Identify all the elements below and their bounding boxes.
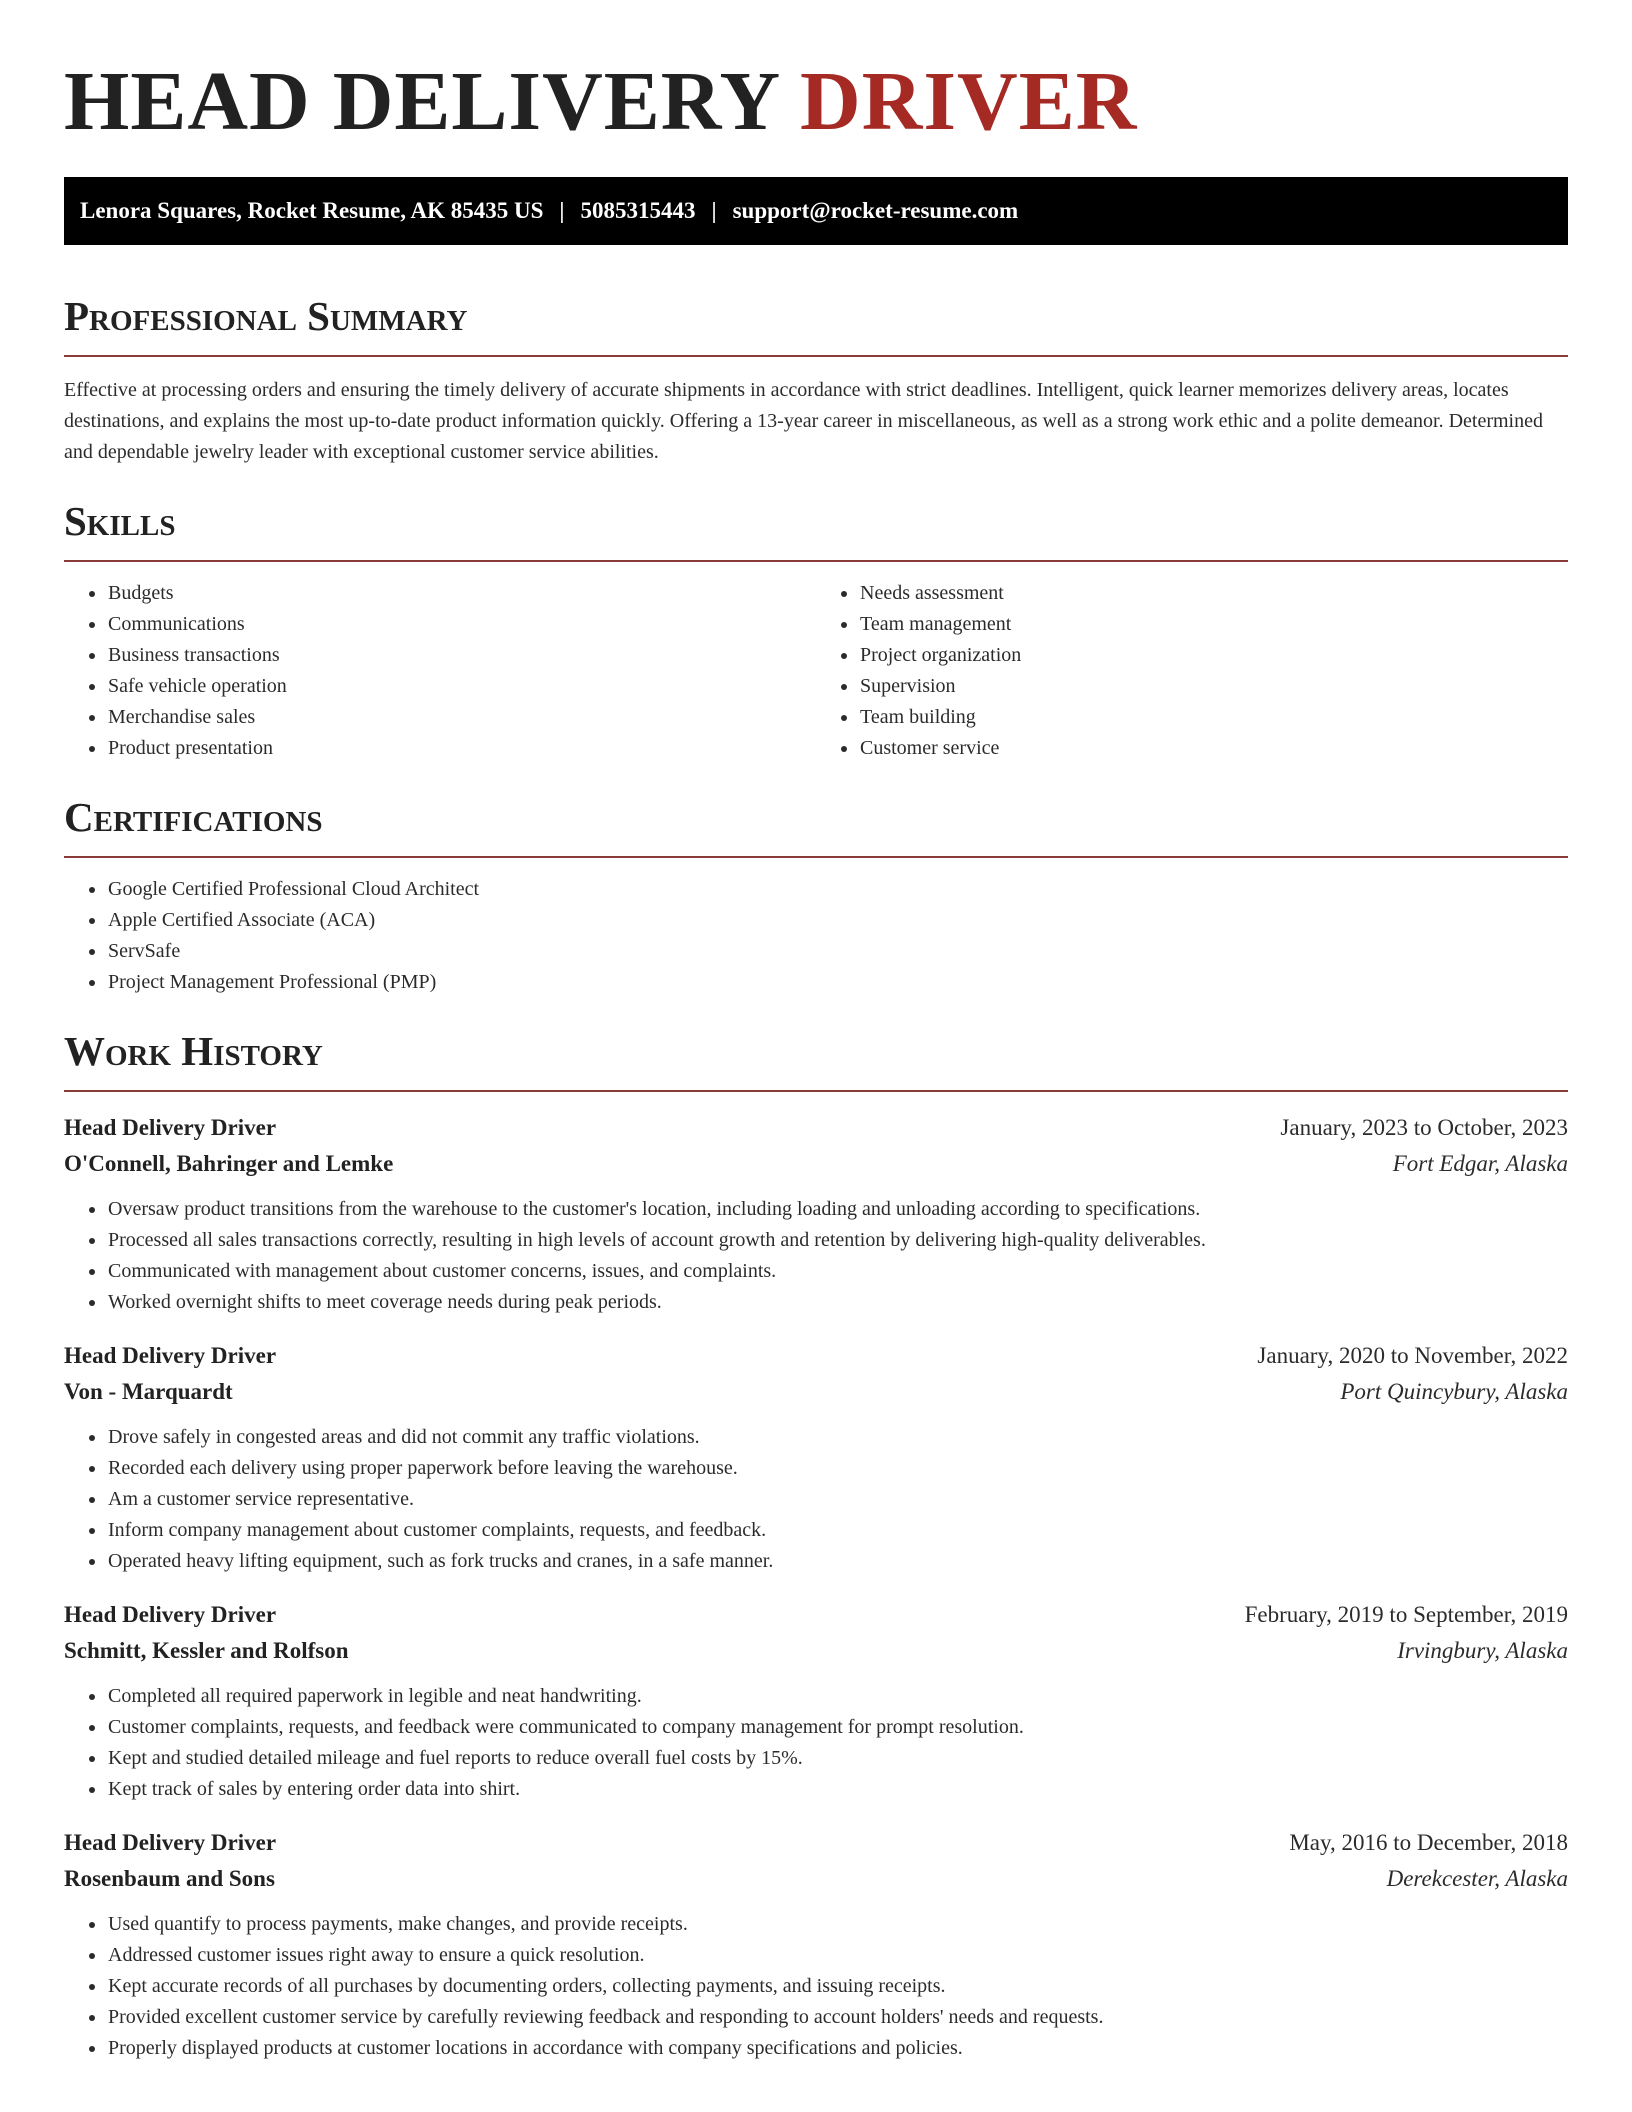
skill-item: • Customer service xyxy=(859,733,1568,764)
contact-separator: | xyxy=(711,198,717,223)
title-accent: DRIVER xyxy=(800,55,1138,148)
job-duty: • Am a customer service representative. xyxy=(107,1484,1568,1515)
job-role: Head Delivery Driver xyxy=(64,1343,277,1368)
job-duty: • Provided excellent customer service by carefully reviewing feedback and responding to account holders' needs and requests. xyxy=(107,2002,1568,2033)
job-duty: • Operated heavy lifting equipment, such as fork trucks and cranes, in a safe manner. xyxy=(107,1546,1568,1577)
job-duty: • Kept accurate records of all purchases by documenting orders, collecting payments, and issuing receipts. xyxy=(107,1971,1568,2002)
skills-list xyxy=(64,578,1568,764)
job-company: O'Connell, Bahringer and Lemke xyxy=(64,1151,394,1176)
job-duty: • Worked overnight shifts to meet coverage needs during peak periods. xyxy=(107,1287,1568,1318)
job-entry xyxy=(64,1825,1568,2064)
certification-item: • ServSafe xyxy=(107,936,1568,967)
job-entry xyxy=(64,1110,1568,1318)
job-location: Port Quincybury, Alaska xyxy=(1340,1379,1568,1404)
skill-item: • Product presentation xyxy=(107,733,816,764)
page-title xyxy=(64,52,1568,152)
job-dates: January, 2020 to November, 2022 xyxy=(1257,1343,1568,1368)
work-history-heading: Work History xyxy=(64,1028,323,1074)
job-duties xyxy=(64,1909,1568,2064)
job-duty: • Addressed customer issues right away to ensure a quick resolution. xyxy=(107,1940,1568,1971)
certifications-heading: Certifications xyxy=(64,794,323,840)
skill-item: • Team building xyxy=(859,702,1568,733)
job-role: Head Delivery Driver xyxy=(64,1602,277,1627)
certification-item: • Google Certified Professional Cloud Architect xyxy=(107,874,1568,905)
contact-email: support@rocket-resume.com xyxy=(732,198,1019,223)
job-duty: • Customer complaints, requests, and feedback were communicated to company management for prompt resolution. xyxy=(107,1712,1568,1743)
skill-item: • Safe vehicle operation xyxy=(107,671,816,702)
contact-bar xyxy=(64,177,1568,245)
title-main: HEAD DELIVERY xyxy=(64,55,779,148)
job-dates: January, 2023 to October, 2023 xyxy=(1280,1115,1568,1140)
job-dates: February, 2019 to September, 2019 xyxy=(1244,1602,1568,1627)
job-duty: • Oversaw product transitions from the warehouse to the customer's location, including loading and unloading according to specifications. xyxy=(107,1194,1568,1225)
skill-item: • Business transactions xyxy=(107,640,816,671)
skill-item: • Team management xyxy=(859,609,1568,640)
job-role: Head Delivery Driver xyxy=(64,1830,277,1855)
section-divider xyxy=(64,560,1568,562)
job-duty: • Inform company management about customer complaints, requests, and feedback. xyxy=(107,1515,1568,1546)
job-duty: • Processed all sales transactions correctly, resulting in high levels of account growth and retention by delivering high-quality deliverables. xyxy=(107,1225,1568,1256)
section-divider xyxy=(64,856,1568,858)
skill-item: • Communications xyxy=(107,609,816,640)
work-history-list xyxy=(64,1110,1568,2064)
skill-item: • Budgets xyxy=(107,578,816,609)
job-duty: • Communicated with management about customer concerns, issues, and complaints. xyxy=(107,1256,1568,1287)
section-divider xyxy=(64,355,1568,357)
summary-heading: Professional Summary xyxy=(64,293,468,339)
skill-item: • Needs assessment xyxy=(859,578,1568,609)
skills-column-left xyxy=(64,578,816,764)
skills-heading: Skills xyxy=(64,498,176,544)
job-duties xyxy=(64,1681,1568,1805)
job-company: Rosenbaum and Sons xyxy=(64,1866,275,1891)
contact-address: Lenora Squares, Rocket Resume, AK 85435 US xyxy=(80,198,544,223)
contact-separator: | xyxy=(559,198,565,223)
job-duty: • Completed all required paperwork in legible and neat handwriting. xyxy=(107,1681,1568,1712)
summary-text: Effective at processing orders and ensuring the timely delivery of accurate shipments in accordance with strict deadlines. Intelligent, quick learner memorizes delivery areas, locates destinations, and explains the most up-to-date product information quickly. Offering a 13-year career in miscellaneous, as well as a strong work ethic and a polite demeanor. Determined and dependable jewelry leader with exceptional customer service abilities. xyxy=(64,379,1543,463)
job-duty: • Kept track of sales by entering order data into shirt. xyxy=(107,1774,1568,1805)
certification-item: • Apple Certified Associate (ACA) xyxy=(107,905,1568,936)
skills-column-right xyxy=(816,578,1568,764)
section-divider xyxy=(64,1090,1568,1092)
skill-item: • Supervision xyxy=(859,671,1568,702)
job-duty: • Recorded each delivery using proper paperwork before leaving the warehouse. xyxy=(107,1453,1568,1484)
job-location: Fort Edgar, Alaska xyxy=(1392,1151,1568,1176)
contact-phone: 5085315443 xyxy=(580,198,696,223)
job-location: Irvingbury, Alaska xyxy=(1397,1638,1568,1663)
job-company: Schmitt, Kessler and Rolfson xyxy=(64,1638,349,1663)
job-duties xyxy=(64,1194,1568,1318)
job-entry xyxy=(64,1338,1568,1577)
job-duty: • Kept and studied detailed mileage and fuel reports to reduce overall fuel costs by 15%. xyxy=(107,1743,1568,1774)
job-dates: May, 2016 to December, 2018 xyxy=(1289,1830,1568,1855)
certifications-list xyxy=(64,874,1568,998)
job-location: Derekcester, Alaska xyxy=(1386,1866,1568,1891)
skill-item: • Project organization xyxy=(859,640,1568,671)
job-duty: • Properly displayed products at customer locations in accordance with company specifications and policies. xyxy=(107,2033,1568,2064)
skill-item: • Merchandise sales xyxy=(107,702,816,733)
job-role: Head Delivery Driver xyxy=(64,1115,277,1140)
job-company: Von - Marquardt xyxy=(64,1379,233,1404)
job-duties xyxy=(64,1422,1568,1577)
job-duty: • Used quantify to process payments, make changes, and provide receipts. xyxy=(107,1909,1568,1940)
job-duty: • Drove safely in congested areas and did not commit any traffic violations. xyxy=(107,1422,1568,1453)
job-entry xyxy=(64,1597,1568,1805)
certification-item: • Project Management Professional (PMP) xyxy=(107,967,1568,998)
